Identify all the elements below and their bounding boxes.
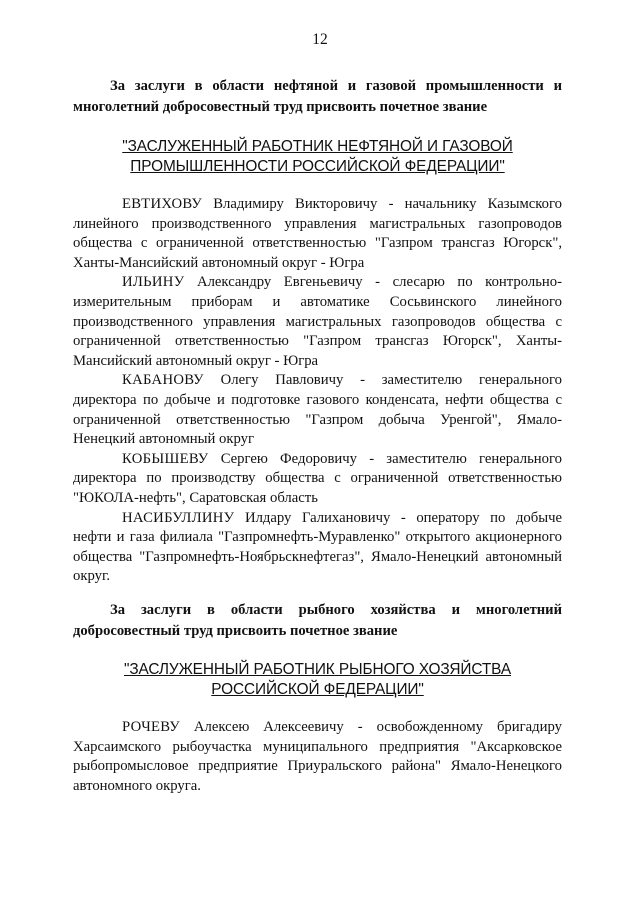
- awardee-entry: [73, 509, 562, 587]
- award-title-fisheries: "ЗАСЛУЖЕННЫЙ РАБОТНИК РЫБНОГО ХОЗЯЙСТВА РОССИЙСКОЙ ФЕДЕРАЦИИ": [124, 661, 511, 698]
- awardee-details: Илдару Галихановичу - оператору по добыче нефти и газа филиала "Газпромнефть-Муравленко" открытого акционерного общества "Газпромнефть-Ноябрьскнефтегаз", Ямало-Ненецкий автономный округ.: [73, 509, 563, 585]
- award-title-oil-gas: "ЗАСЛУЖЕННЫЙ РАБОТНИК НЕФТЯНОЙ И ГАЗОВОЙ ПРОМЫШЛЕННОСТИ РОССИЙСКОЙ ФЕДЕРАЦИИ": [122, 138, 513, 175]
- awardee-list-oil-gas: [73, 195, 562, 587]
- awardee-entry: [73, 273, 562, 371]
- awardee-surname: ИЛЬИНУ: [122, 274, 185, 291]
- awardee-details: Олегу Павловичу - заместителю генерального директора по добыче и подготовке газового конденсата, нефти общества с ограниченной ответственностью "Газпром добыча Уренгой", Ямало-Ненецкий автономный округ: [73, 372, 563, 448]
- awardee-details: Алексею Алексеевичу - освобожденному бригадиру Харсаимского рыбоучастка муниципального предприятия "Аксарковское рыбопромысловое предприятие Приуральского района" Ямало-Ненецкого автономного округа.: [73, 719, 562, 794]
- awardee-surname: РОЧЕВУ: [122, 719, 180, 735]
- awardee-entry: [73, 718, 562, 796]
- section-intro-oil-gas: За заслуги в области нефтяной и газовой промышленности и многолетний добросовестный труд присвоить почетное звание: [73, 78, 562, 115]
- awardee-details: Сергею Федоровичу - заместителю генерального директора по производству общества с ограниченной ответственностью "ЮКОЛА-нефть", Саратовская область: [73, 450, 562, 506]
- awardee-entry: [73, 450, 562, 509]
- awardee-surname: ЕВТИХОВУ: [122, 196, 203, 212]
- awardee-surname: КАБАНОВУ: [122, 372, 204, 389]
- awardee-surname: КОБЫШЕВУ: [122, 450, 209, 467]
- awardee-details: Александру Евгеньевичу - слесарю по контрольно-измерительным приборам и автоматике Сосьвинского линейного производственного управления магистральных газопроводов общества с ограниченной ответственностью "Газпром трансгаз Югорск", Ханты-Мансийский автономный округ - Югра: [73, 274, 562, 369]
- section-intro-fisheries: За заслуги в области рыбного хозяйства и многолетний добросовестный труд присвоить почетное звание: [73, 602, 562, 639]
- awardee-details: Владимиру Викторовичу - начальнику Казымского линейного производственного управления магистральных газопроводов общества с ограниченной ответственностью "Газпром трансгаз Югорск", Ханты-Мансийский автономный округ - Югра: [73, 196, 563, 271]
- page-number: 12: [312, 31, 328, 48]
- awardee-surname: НАСИБУЛЛИНУ: [122, 509, 235, 526]
- awardee-entry: [73, 371, 562, 449]
- awardee-entry: [73, 195, 562, 273]
- awardee-list-fisheries: [73, 718, 562, 796]
